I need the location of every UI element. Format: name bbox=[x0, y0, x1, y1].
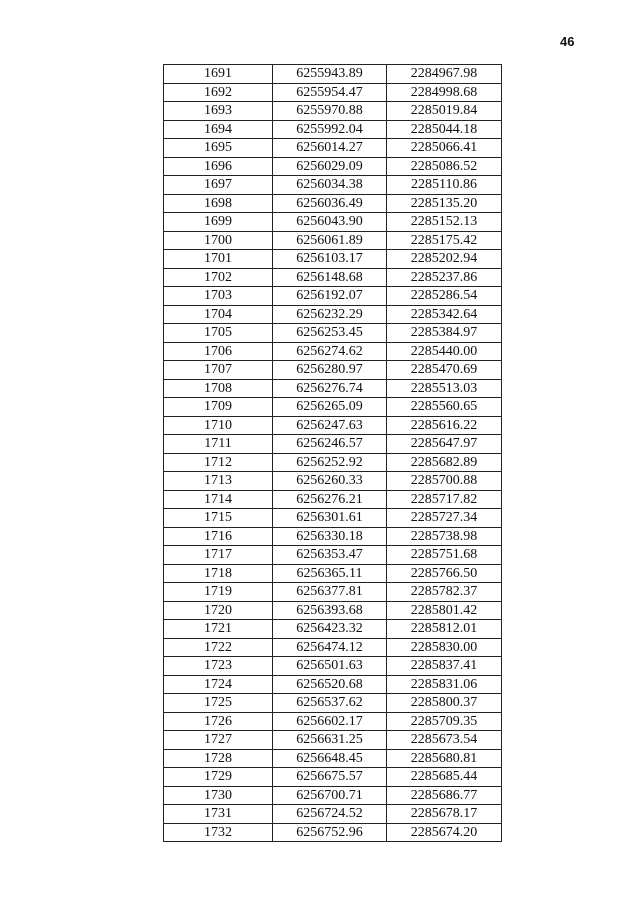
point-number-cell: 1697 bbox=[164, 176, 273, 195]
point-number-cell: 1703 bbox=[164, 287, 273, 306]
y-coordinate-cell: 2285202.94 bbox=[387, 250, 502, 269]
x-coordinate-cell: 6256520.68 bbox=[273, 675, 387, 694]
y-coordinate-cell: 2285685.44 bbox=[387, 768, 502, 787]
x-coordinate-cell: 6256061.89 bbox=[273, 231, 387, 250]
y-coordinate-cell: 2285812.01 bbox=[387, 620, 502, 639]
point-number-cell: 1717 bbox=[164, 546, 273, 565]
table-row bbox=[164, 342, 502, 361]
y-coordinate-cell: 2285678.17 bbox=[387, 805, 502, 824]
x-coordinate-cell: 6256724.52 bbox=[273, 805, 387, 824]
table-row bbox=[164, 231, 502, 250]
table-row bbox=[164, 194, 502, 213]
x-coordinate-cell: 6256192.07 bbox=[273, 287, 387, 306]
table-row bbox=[164, 472, 502, 491]
page-number: 46 bbox=[560, 34, 575, 49]
point-number-cell: 1725 bbox=[164, 694, 273, 713]
x-coordinate-cell: 6256648.45 bbox=[273, 749, 387, 768]
y-coordinate-cell: 2284998.68 bbox=[387, 83, 502, 102]
table-row bbox=[164, 490, 502, 509]
y-coordinate-cell: 2285616.22 bbox=[387, 416, 502, 435]
table-row bbox=[164, 139, 502, 158]
x-coordinate-cell: 6255992.04 bbox=[273, 120, 387, 139]
table-row bbox=[164, 731, 502, 750]
y-coordinate-cell: 2285470.69 bbox=[387, 361, 502, 380]
point-number-cell: 1719 bbox=[164, 583, 273, 602]
x-coordinate-cell: 6256675.57 bbox=[273, 768, 387, 787]
x-coordinate-cell: 6256260.33 bbox=[273, 472, 387, 491]
point-number-cell: 1722 bbox=[164, 638, 273, 657]
x-coordinate-cell: 6256631.25 bbox=[273, 731, 387, 750]
table-row bbox=[164, 287, 502, 306]
point-number-cell: 1709 bbox=[164, 398, 273, 417]
table-row bbox=[164, 823, 502, 842]
point-number-cell: 1707 bbox=[164, 361, 273, 380]
table-row bbox=[164, 65, 502, 84]
x-coordinate-cell: 6256252.92 bbox=[273, 453, 387, 472]
x-coordinate-cell: 6256014.27 bbox=[273, 139, 387, 158]
y-coordinate-cell: 2285440.00 bbox=[387, 342, 502, 361]
x-coordinate-cell: 6256377.81 bbox=[273, 583, 387, 602]
y-coordinate-cell: 2285717.82 bbox=[387, 490, 502, 509]
table-row bbox=[164, 324, 502, 343]
y-coordinate-cell: 2285342.64 bbox=[387, 305, 502, 324]
x-coordinate-cell: 6256602.17 bbox=[273, 712, 387, 731]
point-number-cell: 1727 bbox=[164, 731, 273, 750]
point-number-cell: 1698 bbox=[164, 194, 273, 213]
table-row bbox=[164, 527, 502, 546]
point-number-cell: 1718 bbox=[164, 564, 273, 583]
point-number-cell: 1702 bbox=[164, 268, 273, 287]
table-row bbox=[164, 805, 502, 824]
x-coordinate-cell: 6256274.62 bbox=[273, 342, 387, 361]
table-row bbox=[164, 620, 502, 639]
y-coordinate-cell: 2285800.37 bbox=[387, 694, 502, 713]
point-number-cell: 1694 bbox=[164, 120, 273, 139]
x-coordinate-cell: 6255943.89 bbox=[273, 65, 387, 84]
point-number-cell: 1711 bbox=[164, 435, 273, 454]
y-coordinate-cell: 2285751.68 bbox=[387, 546, 502, 565]
x-coordinate-cell: 6256029.09 bbox=[273, 157, 387, 176]
x-coordinate-cell: 6256301.61 bbox=[273, 509, 387, 528]
y-coordinate-cell: 2285686.77 bbox=[387, 786, 502, 805]
point-number-cell: 1723 bbox=[164, 657, 273, 676]
y-coordinate-cell: 2285680.81 bbox=[387, 749, 502, 768]
y-coordinate-cell: 2285831.06 bbox=[387, 675, 502, 694]
x-coordinate-cell: 6256353.47 bbox=[273, 546, 387, 565]
y-coordinate-cell: 2285086.52 bbox=[387, 157, 502, 176]
table-row bbox=[164, 157, 502, 176]
x-coordinate-cell: 6256280.97 bbox=[273, 361, 387, 380]
point-number-cell: 1695 bbox=[164, 139, 273, 158]
x-coordinate-cell: 6256700.71 bbox=[273, 786, 387, 805]
table-row bbox=[164, 564, 502, 583]
point-number-cell: 1731 bbox=[164, 805, 273, 824]
table-row bbox=[164, 768, 502, 787]
y-coordinate-cell: 2285738.98 bbox=[387, 527, 502, 546]
table-row bbox=[164, 83, 502, 102]
table-row bbox=[164, 176, 502, 195]
y-coordinate-cell: 2285674.20 bbox=[387, 823, 502, 842]
point-number-cell: 1704 bbox=[164, 305, 273, 324]
x-coordinate-cell: 6256365.11 bbox=[273, 564, 387, 583]
y-coordinate-cell: 2285513.03 bbox=[387, 379, 502, 398]
x-coordinate-cell: 6256043.90 bbox=[273, 213, 387, 232]
x-coordinate-cell: 6256148.68 bbox=[273, 268, 387, 287]
x-coordinate-cell: 6256276.21 bbox=[273, 490, 387, 509]
table-row bbox=[164, 305, 502, 324]
x-coordinate-cell: 6256265.09 bbox=[273, 398, 387, 417]
table-row bbox=[164, 435, 502, 454]
point-number-cell: 1729 bbox=[164, 768, 273, 787]
point-number-cell: 1728 bbox=[164, 749, 273, 768]
table-row bbox=[164, 657, 502, 676]
point-number-cell: 1721 bbox=[164, 620, 273, 639]
point-number-cell: 1693 bbox=[164, 102, 273, 121]
y-coordinate-cell: 2285286.54 bbox=[387, 287, 502, 306]
table-row bbox=[164, 102, 502, 121]
point-number-cell: 1715 bbox=[164, 509, 273, 528]
table-row bbox=[164, 268, 502, 287]
x-coordinate-cell: 6256474.12 bbox=[273, 638, 387, 657]
table-row bbox=[164, 749, 502, 768]
point-number-cell: 1705 bbox=[164, 324, 273, 343]
table-row bbox=[164, 379, 502, 398]
table-row bbox=[164, 416, 502, 435]
x-coordinate-cell: 6256036.49 bbox=[273, 194, 387, 213]
y-coordinate-cell: 2285647.97 bbox=[387, 435, 502, 454]
y-coordinate-cell: 2285044.18 bbox=[387, 120, 502, 139]
table-row bbox=[164, 120, 502, 139]
point-number-cell: 1716 bbox=[164, 527, 273, 546]
x-coordinate-cell: 6256276.74 bbox=[273, 379, 387, 398]
y-coordinate-cell: 2285766.50 bbox=[387, 564, 502, 583]
y-coordinate-cell: 2285837.41 bbox=[387, 657, 502, 676]
point-number-cell: 1692 bbox=[164, 83, 273, 102]
point-number-cell: 1714 bbox=[164, 490, 273, 509]
y-coordinate-cell: 2285237.86 bbox=[387, 268, 502, 287]
table-row bbox=[164, 712, 502, 731]
x-coordinate-cell: 6256501.63 bbox=[273, 657, 387, 676]
x-coordinate-cell: 6256423.32 bbox=[273, 620, 387, 639]
table-row bbox=[164, 546, 502, 565]
x-coordinate-cell: 6256393.68 bbox=[273, 601, 387, 620]
x-coordinate-cell: 6256330.18 bbox=[273, 527, 387, 546]
y-coordinate-cell: 2285152.13 bbox=[387, 213, 502, 232]
point-number-cell: 1710 bbox=[164, 416, 273, 435]
y-coordinate-cell: 2285830.00 bbox=[387, 638, 502, 657]
y-coordinate-cell: 2285384.97 bbox=[387, 324, 502, 343]
x-coordinate-cell: 6256247.63 bbox=[273, 416, 387, 435]
point-number-cell: 1706 bbox=[164, 342, 273, 361]
point-number-cell: 1712 bbox=[164, 453, 273, 472]
point-number-cell: 1724 bbox=[164, 675, 273, 694]
point-number-cell: 1730 bbox=[164, 786, 273, 805]
y-coordinate-cell: 2285560.65 bbox=[387, 398, 502, 417]
y-coordinate-cell: 2285673.54 bbox=[387, 731, 502, 750]
point-number-cell: 1701 bbox=[164, 250, 273, 269]
x-coordinate-cell: 6256253.45 bbox=[273, 324, 387, 343]
table-row bbox=[164, 453, 502, 472]
x-coordinate-cell: 6256232.29 bbox=[273, 305, 387, 324]
y-coordinate-cell: 2285700.88 bbox=[387, 472, 502, 491]
table-row bbox=[164, 361, 502, 380]
point-number-cell: 1691 bbox=[164, 65, 273, 84]
y-coordinate-cell: 2285709.35 bbox=[387, 712, 502, 731]
x-coordinate-cell: 6256246.57 bbox=[273, 435, 387, 454]
table-row bbox=[164, 694, 502, 713]
x-coordinate-cell: 6256537.62 bbox=[273, 694, 387, 713]
point-number-cell: 1708 bbox=[164, 379, 273, 398]
coordinates-table-body bbox=[164, 65, 502, 842]
table-row bbox=[164, 398, 502, 417]
point-number-cell: 1732 bbox=[164, 823, 273, 842]
coordinates-table bbox=[163, 64, 502, 842]
y-coordinate-cell: 2285175.42 bbox=[387, 231, 502, 250]
y-coordinate-cell: 2285727.34 bbox=[387, 509, 502, 528]
point-number-cell: 1699 bbox=[164, 213, 273, 232]
point-number-cell: 1696 bbox=[164, 157, 273, 176]
table-row bbox=[164, 583, 502, 602]
table-row bbox=[164, 509, 502, 528]
y-coordinate-cell: 2285801.42 bbox=[387, 601, 502, 620]
y-coordinate-cell: 2285135.20 bbox=[387, 194, 502, 213]
y-coordinate-cell: 2285782.37 bbox=[387, 583, 502, 602]
point-number-cell: 1720 bbox=[164, 601, 273, 620]
point-number-cell: 1726 bbox=[164, 712, 273, 731]
x-coordinate-cell: 6256752.96 bbox=[273, 823, 387, 842]
table-row bbox=[164, 250, 502, 269]
y-coordinate-cell: 2285682.89 bbox=[387, 453, 502, 472]
table-row bbox=[164, 601, 502, 620]
table-row bbox=[164, 213, 502, 232]
point-number-cell: 1700 bbox=[164, 231, 273, 250]
y-coordinate-cell: 2284967.98 bbox=[387, 65, 502, 84]
x-coordinate-cell: 6256034.38 bbox=[273, 176, 387, 195]
y-coordinate-cell: 2285019.84 bbox=[387, 102, 502, 121]
table-row bbox=[164, 786, 502, 805]
point-number-cell: 1713 bbox=[164, 472, 273, 491]
x-coordinate-cell: 6255970.88 bbox=[273, 102, 387, 121]
y-coordinate-cell: 2285110.86 bbox=[387, 176, 502, 195]
x-coordinate-cell: 6256103.17 bbox=[273, 250, 387, 269]
x-coordinate-cell: 6255954.47 bbox=[273, 83, 387, 102]
table-row bbox=[164, 675, 502, 694]
y-coordinate-cell: 2285066.41 bbox=[387, 139, 502, 158]
table-row bbox=[164, 638, 502, 657]
